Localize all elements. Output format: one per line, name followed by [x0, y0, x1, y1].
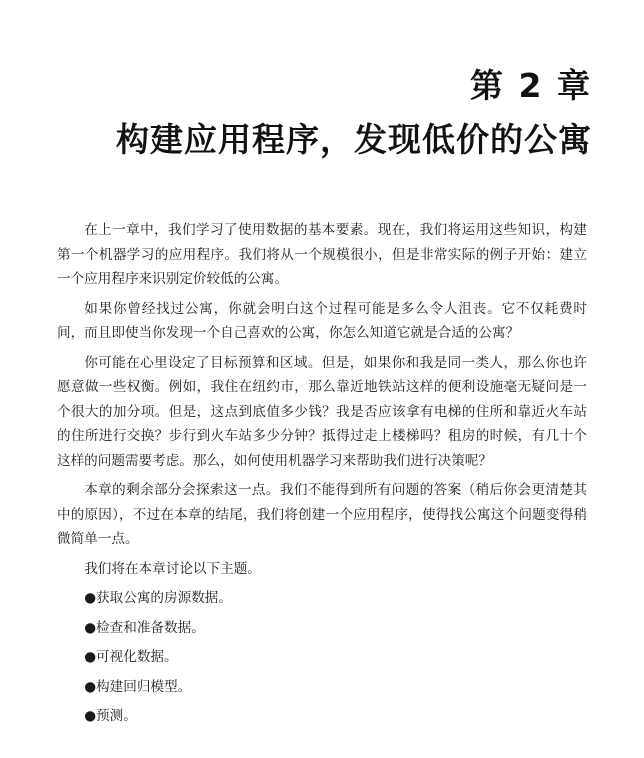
paragraph: 本章的剩余部分会探索这一点。我们不能得到所有问题的答案（稍后你会更清楚其中的原因），不过在本章的结尾，我们将创建一个应用程序，使得找公寓这个问题变得稍微简单一点。: [57, 482, 587, 547]
chapter-title: 构建应用程序，发现低价的公寓: [116, 120, 592, 159]
list-item: ●可视化数据。: [84, 649, 178, 665]
list-item: ●构建回归模型。: [84, 678, 192, 695]
paragraph: 你可能在心里设定了目标预算和区域。但是，如果你和我是同一类人，那么你也许愿意做一些权衡。例如，我住在纽约市，那么靠近地铁站这样的便利设施毫无疑问是一个很大的加分项。但是，这点到底值多少钱？我是否应该拿有电梯的住所和靠近火车站的住所进行交换？步行到火车站多少分钟？抵得过走上楼梯吗？租房的时候，有几十个这样的问题需要考虑。那么，如何使用机器学习来帮助我们进行决策呢？: [57, 354, 587, 469]
topics-list: [57, 586, 587, 729]
paragraph: 如果你曾经找过公寓，你就会明白这个过程可能是多么令人沮丧。它不仅耗费时间，而且即使当你发现一个自己喜欢的公寓，你怎么知道它就是合适的公寓？: [57, 300, 587, 341]
chapter-body: [57, 218, 587, 734]
chapter-number: 第 2 章: [470, 66, 592, 105]
list-item: ●检查和准备数据。: [84, 619, 205, 636]
paragraph: 在上一章中，我们学习了使用数据的基本要素。现在，我们将运用这些知识，构建第一个机器学习的应用程序。我们将从一个规模很小，但是非常实际的例子开始：建立一个应用程序来识别定价较低的公寓。: [57, 222, 587, 287]
list-item: ●预测。: [84, 708, 137, 724]
list-item: ●获取公寓的房源数据。: [84, 590, 232, 606]
topics-intro: 我们将在本章讨论以下主题。: [84, 560, 261, 577]
